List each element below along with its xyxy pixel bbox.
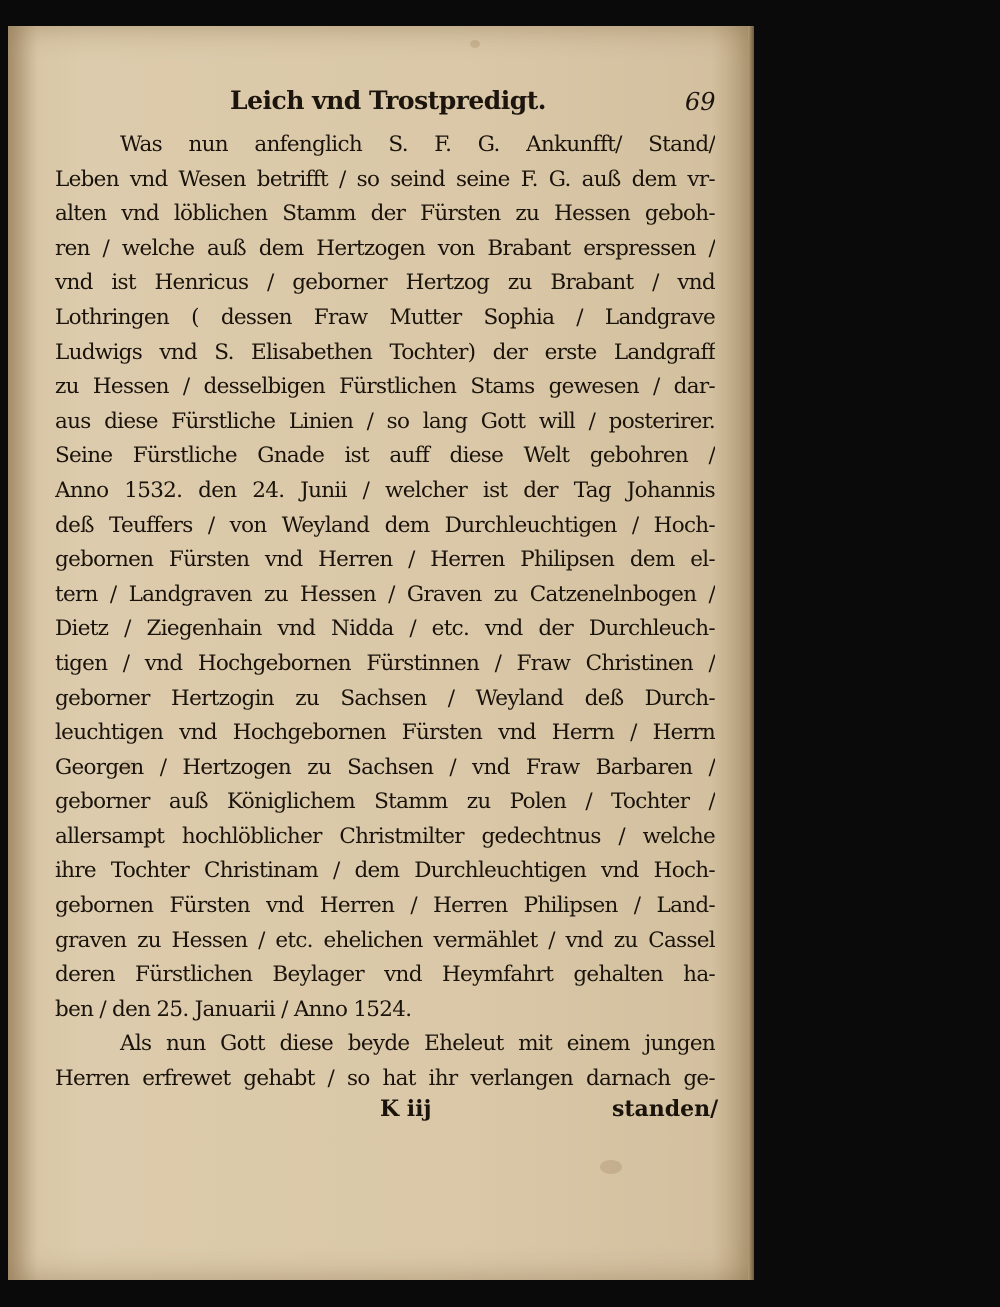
text-line: aus diese Fürstliche Linien / so lang Gott will / posterirer. bbox=[55, 408, 715, 434]
text-line: Georgen / Hertzogen zu Sachsen / vnd Fraw Barbaren / bbox=[55, 754, 715, 780]
text-line: vnd ist Henricus / geborner Hertzog zu Brabant / vnd bbox=[55, 270, 715, 296]
text-line: deren Fürstlichen Beylager vnd Heymfahrt gehalten ha- bbox=[55, 962, 715, 988]
signature-mark: K iij bbox=[380, 1096, 432, 1122]
text-line: allersampt hochlöblicher Christmilter gedechtnus / welche bbox=[55, 823, 715, 849]
page-gutter bbox=[8, 26, 38, 1280]
text-line: zu Hessen / desselbigen Fürstlichen Stams gewesen / dar- bbox=[55, 374, 715, 400]
text-line: Dietz / Ziegenhain vnd Nidda / etc. vnd der Durchleuch- bbox=[55, 616, 715, 642]
text-line: tern / Landgraven zu Hessen / Graven zu Catzenelnbogen / bbox=[55, 581, 715, 607]
text-line: tigen / vnd Hochgebornen Fürstinnen / Fraw Christinen / bbox=[55, 650, 715, 676]
text-line: Herren erfrewet gehabt / so hat ihr verlangen darnach ge- bbox=[55, 1066, 715, 1092]
page-header bbox=[230, 86, 720, 122]
catchword: standen/ bbox=[612, 1096, 719, 1122]
text-line: ihre Tochter Christinam / dem Durchleuchtigen vnd Hoch- bbox=[55, 858, 715, 884]
text-line: geborner auß Königlichem Stamm zu Polen / Tochter / bbox=[55, 789, 715, 815]
text-line: Lothringen ( dessen Fraw Mutter Sophia / Landgrave bbox=[55, 304, 715, 330]
text-line: gebornen Fürsten vnd Herren / Herren Philipsen / Land- bbox=[55, 893, 715, 919]
body-text bbox=[55, 128, 715, 1097]
text-line: Als nun Gott diese beyde Eheleut mit einem jungen bbox=[120, 1031, 715, 1057]
text-line: alten vnd löblichen Stamm der Fürsten zu Hessen geboh- bbox=[55, 201, 715, 227]
text-line: Leben vnd Wesen betrifft / so seind seine F. G. auß dem vr- bbox=[55, 166, 715, 192]
text-line: Anno 1532. den 24. Junii / welcher ist der Tag Johannis bbox=[55, 477, 715, 503]
text-line: ben / den 25. Januarii / Anno 1524. bbox=[55, 996, 412, 1022]
text-line: geborner Hertzogin zu Sachsen / Weyland deß Durch- bbox=[55, 685, 715, 711]
text-line: graven zu Hessen / etc. ehelichen vermählet / vnd zu Cassel bbox=[55, 927, 715, 953]
page-number: 69 bbox=[685, 88, 716, 116]
text-line: deß Teuffers / von Weyland dem Durchleuchtigen / Hoch- bbox=[55, 512, 715, 538]
text-line: gebornen Fürsten vnd Herren / Herren Philipsen dem el- bbox=[55, 547, 715, 573]
page-footer bbox=[380, 1096, 720, 1132]
paper-stain bbox=[600, 1160, 622, 1174]
page-edge bbox=[748, 26, 754, 1280]
running-title: Leich vnd Trostpredigt. bbox=[230, 86, 546, 115]
text-line: Was nun anfenglich S. F. G. Ankunfft/ Stand/ bbox=[120, 132, 715, 157]
text-line: ren / welche auß dem Hertzogen von Brabant erspressen / bbox=[55, 235, 715, 261]
text-line: Seine Fürstliche Gnade ist auff diese Welt gebohren / bbox=[55, 443, 715, 469]
text-line: Ludwigs vnd S. Elisabethen Tochter) der erste Landgraff bbox=[55, 339, 715, 365]
paper-stain bbox=[470, 40, 480, 48]
text-line: leuchtigen vnd Hochgebornen Fürsten vnd Herrn / Herrn bbox=[55, 720, 715, 746]
